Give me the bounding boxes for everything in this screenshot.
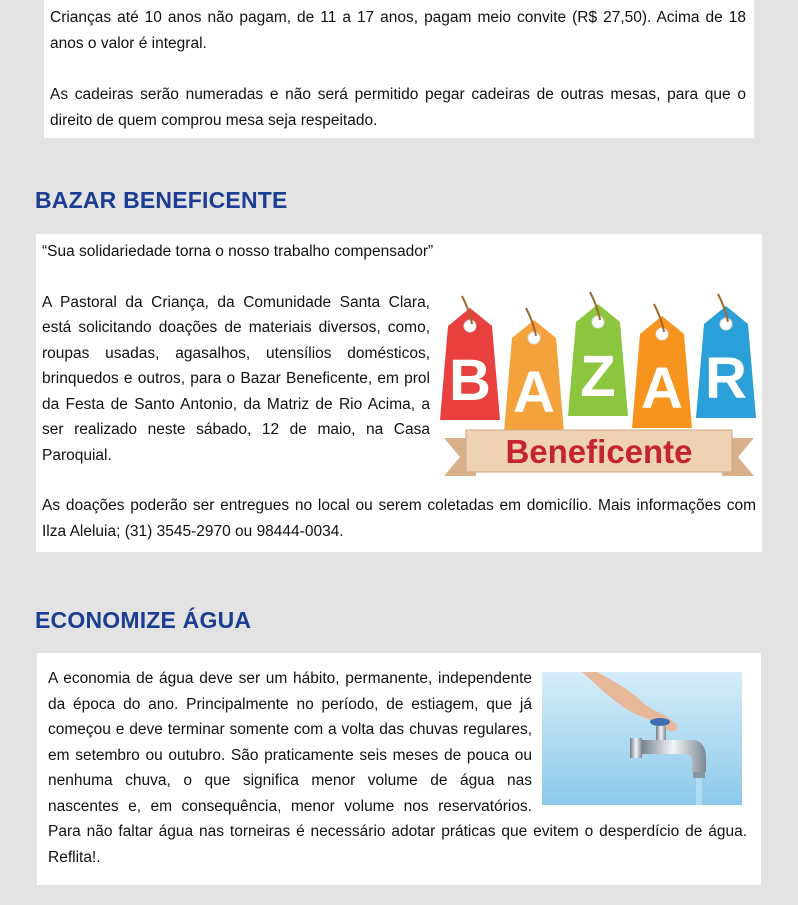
faucet-hand-image xyxy=(542,672,742,805)
bazar-tag-letter: Z xyxy=(580,343,616,409)
bazar-tag-letter: R xyxy=(705,345,747,411)
agua-card xyxy=(37,653,761,885)
children-price-paragraph: Crianças até 10 anos não pagam, de 11 a 17 anos, pagam meio convite (R$ 27,50). Acima de 18 anos o valor é integral. xyxy=(50,9,746,52)
bazar-tag-2 xyxy=(504,308,564,432)
bazar-beneficente-image xyxy=(436,290,762,480)
bazar-quote: “Sua solidariedade torna o nosso trabalho compensador” xyxy=(42,243,434,260)
event-info-card xyxy=(44,0,754,138)
bazar-tag-3 xyxy=(568,292,628,416)
bazar-banner-text: Beneficente xyxy=(505,432,693,470)
bazar-tag-letter: A xyxy=(513,359,555,425)
bazar-contact-paragraph: As doações poderão ser entregues no local ou serem coletadas em domicílio. Mais informações com Ilza Aleluia; (31) 3545-2970 ou 98444-0034. xyxy=(42,497,756,540)
bazar-tag-5 xyxy=(696,294,756,418)
bazar-tag-letter: A xyxy=(641,355,683,421)
agua-heading: ECONOMIZE ÁGUA xyxy=(35,607,252,633)
bazar-tag-letter: B xyxy=(449,347,491,413)
bazar-paragraph: A Pastoral da Criança, da Comunidade Santa Clara, está solicitando doações de materiais diversos, como, roupas usadas, agasalhos, utensílios domésticos, brinquedos e outros, para o Bazar Beneficente, em prol da Festa de Santo Antonio, da Matriz de Rio Acima, a ser realizado neste sábado, 12 de maio, na Casa Paroquial. xyxy=(42,293,430,464)
bazar-tag-4 xyxy=(632,304,692,428)
bazar-banner xyxy=(444,430,754,476)
agua-paragraph: A economia de água deve ser um hábito, permanente, independente da época do ano. Principalmente no período, de estiagem, que já começou e deve terminar somente com a volta das chuvas regulares, em setembro ou outubro. São praticamente seis meses de pouca ou nenhuma chuva, o que significa menor volume de água nas nascentes e, em consequência, menor volume nos reservatórios. Para não faltar água nas torneiras é necessário adotar práticas que evitem o desperdício de água. Reflita!. xyxy=(48,670,747,866)
chairs-paragraph: As cadeiras serão numeradas e não será permitido pegar cadeiras de outras mesas, para que o direito de quem comprou mesa seja respeitado. xyxy=(50,86,746,129)
bazar-card xyxy=(36,234,762,552)
bazar-heading: BAZAR BENEFICENTE xyxy=(35,187,288,213)
bazar-tag-1 xyxy=(440,296,500,420)
